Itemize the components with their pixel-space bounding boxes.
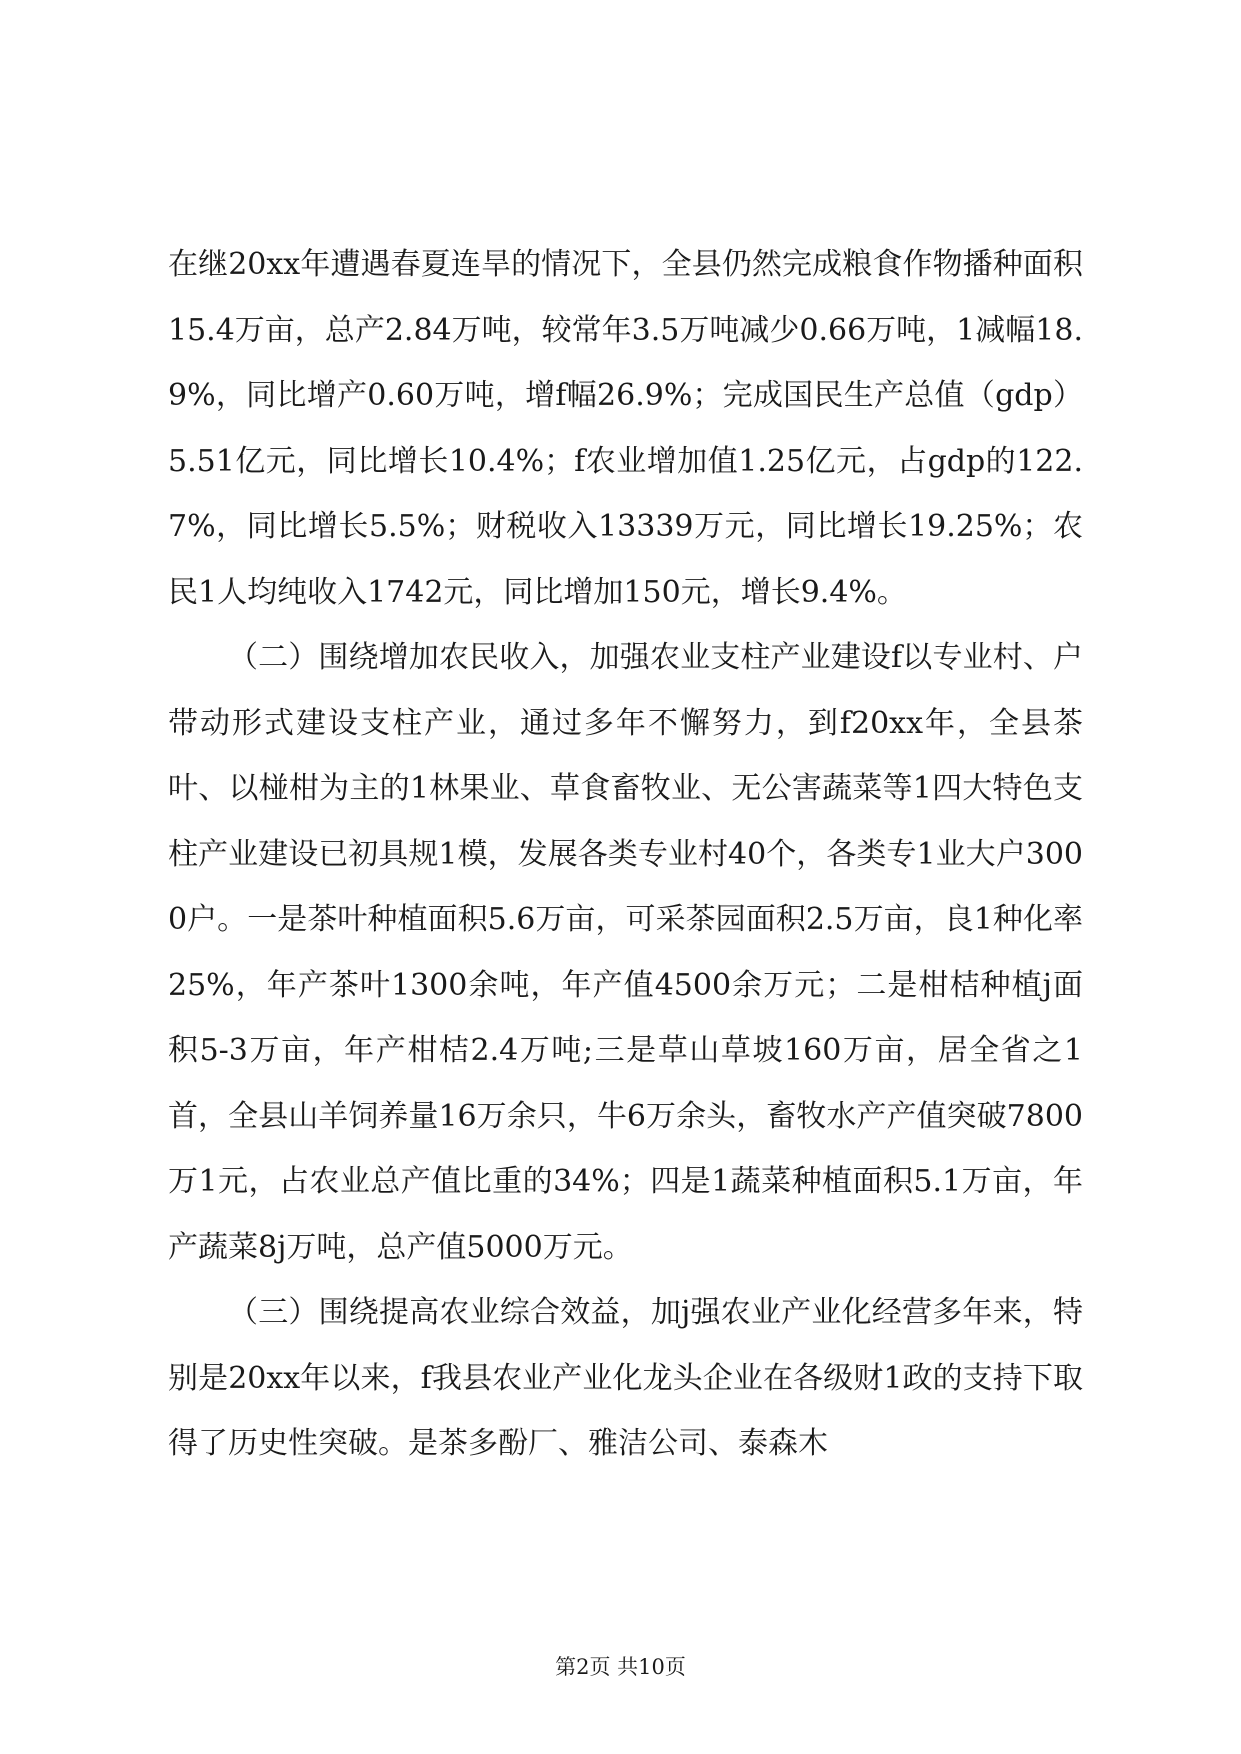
document-body xyxy=(168,232,1083,1477)
paragraph-3: （三）围绕提高农业综合效益，加j强农业产业化经营多年来，特别是20xx年以来，f我县农业产业化龙头企业在各级财1政的支持下取得了历史性突破。是茶多酚厂、雅洁公司、泰森木 xyxy=(168,1295,1083,1461)
paragraph-2: （二）围绕增加农民收入，加强农业支柱产业建设f以专业村、户带动形式建设支柱产业，通过多年不懈努力，到f20xx年，全县茶叶、以椪柑为主的1林果业、草食畜牧业、无公害蔬菜等1四大特色支柱产业建设已初具规1模，发展各类专业村40个，各类专1业大户3000户。一是茶叶种植面积5.6万亩，可采茶园面积2.5万亩，良1种化率25%，年产茶叶1300余吨，年产值4500余万元；二是柑桔种植j面积5-3万亩，年产柑桔2.4万吨;三是草山草坡160万亩，居全省之1首，全县山羊饲养量16万余只，牛6万余头，畜牧水产产值突破7800万1元，占农业总产值比重的34%；四是1蔬菜种植面积5.1万亩，年产蔬菜8j万吨，总产值5000万元。 xyxy=(168,640,1083,1265)
paragraph-1: 在继20xx年遭遇春夏连旱的情况下，全县仍然完成粮食作物播种面积15.4万亩，总产2.84万吨，较常年3.5万吨减少0.66万吨，1减幅18.9%，同比增产0.60万吨，增f幅26.9%；完成国民生产总值（gdp）5.51亿元，同比增长10.4%；f农业增加值1.25亿元，占gdp的122.7%，同比增长5.5%；财税收入13339万元，同比增长19.25%；农民1人均纯收入1742元，同比增加150元，增长9.4%。 xyxy=(168,247,1083,610)
page-number-indicator: 第2页 共10页 xyxy=(555,1655,686,1679)
page-footer xyxy=(0,1652,1241,1682)
